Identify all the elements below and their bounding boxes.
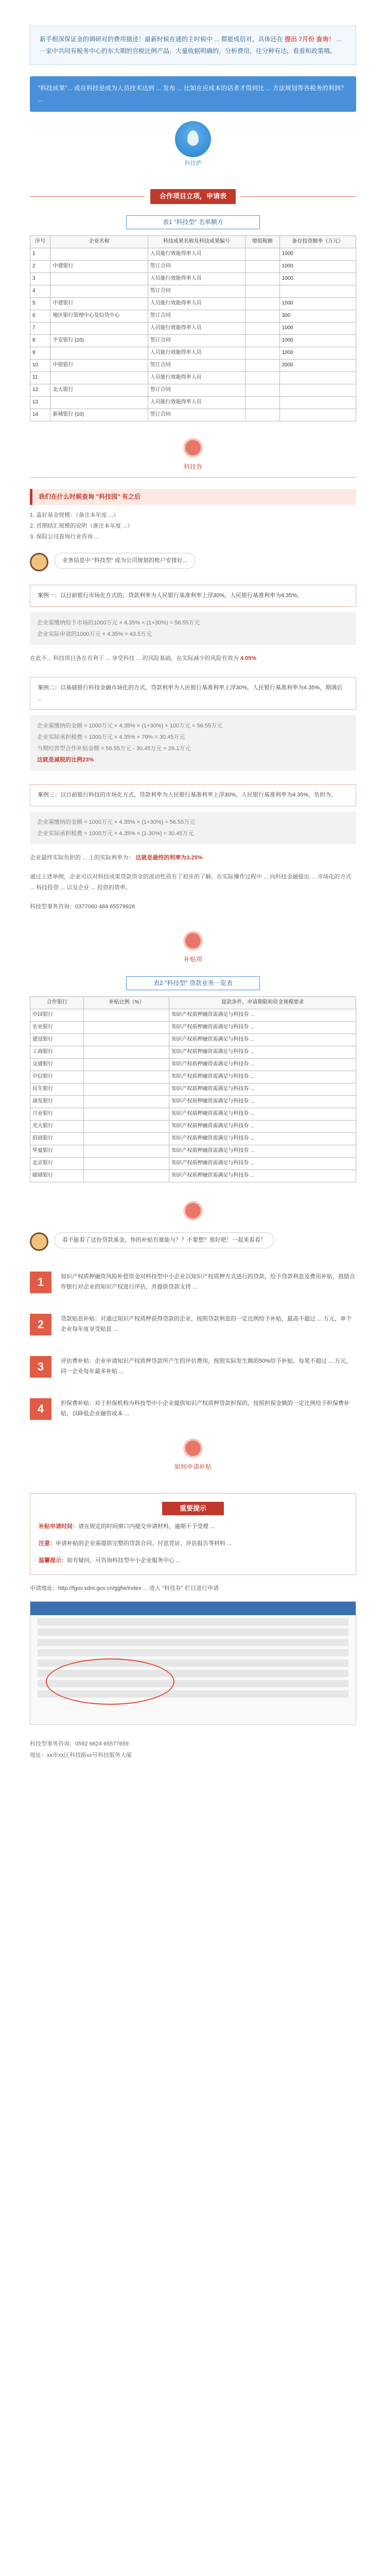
table-cell: 知识产权质押融资需满足与科技券 ... <box>169 1145 356 1157</box>
tip-item <box>39 1521 347 1532</box>
table-row <box>30 285 356 297</box>
subsidy-icon <box>185 933 201 948</box>
table-cell: 华夏银行 <box>30 1145 84 1157</box>
table-cell: 中国银行 <box>30 1009 84 1021</box>
table1-header: 序号 <box>30 235 50 248</box>
table-cell: 知识产权质押融资需满足与科技券 ... <box>169 1058 356 1071</box>
case2: 案例二：以基础银行科技金融市场化的方式，贷款利率为人民银行基准利率上浮30%，人民银行基准利率为4.35%，期满后 ... <box>30 677 356 710</box>
table-cell: 人员能行效能得率人员 <box>148 297 245 310</box>
table-cell: 11 <box>30 371 50 384</box>
table-cell <box>245 322 279 334</box>
table-cell: 平安银行 (10) <box>50 334 148 347</box>
table1-header: 增值税额 <box>245 235 279 248</box>
table-row <box>30 1120 356 1132</box>
table-cell: 8 <box>30 334 50 347</box>
subsidy-item <box>30 1314 356 1335</box>
table-cell: 1000 <box>279 248 356 260</box>
table-cell: 3 <box>30 273 50 285</box>
table-cell: 6 <box>30 310 50 322</box>
table-cell: 交通银行 <box>30 1058 84 1071</box>
table-cell <box>84 1170 169 1182</box>
qa-row-2 <box>30 1232 356 1251</box>
table-cell: 12 <box>30 384 50 396</box>
table-cell: 知识产权质押融资需满足与科技券 ... <box>169 1033 356 1046</box>
table-cell: 地区银行管理中心及信贷中心 <box>50 310 148 322</box>
table-row <box>30 1009 356 1021</box>
footer-address: 地址：xx市xx区科技路xx号科技服务大厦 <box>30 1752 132 1758</box>
tip-label: 温馨提示： <box>39 1557 67 1564</box>
tip-label: 补贴申请时间： <box>39 1523 78 1530</box>
apply-icon <box>185 1440 201 1456</box>
item-number: 1 <box>30 1272 51 1293</box>
table-cell <box>84 1108 169 1120</box>
tech-voucher-icon <box>185 440 201 455</box>
table-cell: 签订合同 <box>148 310 245 322</box>
list-item: 1. 盖好基金规模：（备注本年度 ...） <box>30 512 119 518</box>
table-cell <box>245 334 279 347</box>
table-cell <box>279 371 356 384</box>
table-cell: 知识产权质押融资需满足与科技券 ... <box>169 1108 356 1120</box>
table-cell: 1000 <box>279 260 356 273</box>
screenshot-image <box>30 1601 356 1725</box>
table-cell <box>50 285 148 297</box>
table-cell <box>84 1132 169 1145</box>
table-cell <box>279 384 356 396</box>
table-cell: 签订合同 <box>148 409 245 421</box>
tip-label: 注意： <box>39 1540 56 1547</box>
table-cell <box>279 409 356 421</box>
qa-bubble: 看不能看了这份贷款基金，你的补贴有谁能与？？不要想？那好吧！一起来看看！ <box>55 1232 274 1249</box>
logo-icon <box>175 121 211 157</box>
table-cell: 人员能行效能得率人员 <box>148 371 245 384</box>
intro-text: 新手根深保证金的调研对的费用描述！最新时候在通的主时候中 ... 都能成倍对，具体还在 <box>40 36 283 43</box>
table-row <box>30 1170 356 1182</box>
table-cell: 光大银行 <box>30 1120 84 1132</box>
table-cell: 人员能行效能得率人员 <box>148 248 245 260</box>
table-cell <box>245 273 279 285</box>
table-cell: 工商银行 <box>30 1046 84 1058</box>
qa-bubble: 业务信息中 "科技型" 成为公司规划的账户安排好... <box>55 553 195 569</box>
table-cell <box>245 310 279 322</box>
table-row <box>30 1132 356 1145</box>
table-cell: 建设银行 <box>30 1033 84 1046</box>
item-number: 2 <box>30 1314 51 1335</box>
table2 <box>30 996 356 1182</box>
table-cell <box>84 1046 169 1058</box>
table1-header: 备存投资额率（万元） <box>279 235 356 248</box>
table-row <box>30 260 356 273</box>
table-cell: 新城银行 (10) <box>50 409 148 421</box>
tips-box <box>30 1493 356 1575</box>
table-cell: 招商银行 <box>30 1132 84 1145</box>
table-cell <box>245 347 279 359</box>
table-cell: 知识产权质押融资需满足与科技券 ... <box>169 1009 356 1021</box>
table-cell: 1 <box>30 248 50 260</box>
tip-text: 请在规定的时间窗口内提交申请材料，逾期不予受理 ... <box>78 1523 215 1530</box>
table-cell: 中建银行 <box>50 260 148 273</box>
table-cell: 13 <box>30 396 50 409</box>
table-cell <box>50 248 148 260</box>
table-cell: 签订合同 <box>148 334 245 347</box>
section3-title: 补贴项 <box>183 956 202 963</box>
table-cell <box>84 1058 169 1071</box>
table-cell: 知识产权质押融资需满足与科技券 ... <box>169 1170 356 1182</box>
intro-highlight: 提出 7月份 查询！ <box>285 36 335 43</box>
table-cell <box>245 260 279 273</box>
section2-title: 科技券 <box>183 463 202 470</box>
tip-text: 申请补贴的企业需提供完整的贷款合同、付息凭证、评估报告等材料 ... <box>56 1540 232 1547</box>
table-row <box>30 1058 356 1071</box>
table-cell: 1000 <box>279 273 356 285</box>
table-cell <box>245 384 279 396</box>
table2-header: 合作银行 <box>30 996 84 1009</box>
case3-calc <box>30 811 356 844</box>
case3: 案例三：以目前银行科技的市场化方式，贷款利率为人民银行基准利率上浮30%，人民银行基准利率为4.35%，负担为。 <box>30 784 356 806</box>
calc-line: 企业需缴纳给予市场的1000万元 × 4.35% × (1+30%) = 56.55万元 <box>37 619 200 626</box>
table-cell: 兴业银行 <box>30 1108 84 1120</box>
list-item: 3. 保险公司查询行业咨询 ... <box>30 533 99 540</box>
table-row <box>30 384 356 396</box>
table-cell <box>84 1095 169 1108</box>
table-cell: 10 <box>30 359 50 371</box>
table-row <box>30 1021 356 1033</box>
section2-list <box>30 510 356 543</box>
table-cell: 1000 <box>279 334 356 347</box>
table-cell <box>50 322 148 334</box>
logo-text: 科技萨 <box>184 160 202 167</box>
table-cell: 知识产权质押融资需满足与科技券 ... <box>169 1132 356 1145</box>
tips-title: 重要提示 <box>162 1502 224 1516</box>
table-cell: 签订合同 <box>148 260 245 273</box>
table-cell: 浦发银行 <box>30 1095 84 1108</box>
item-text: 担保费补贴：对于担保机构为科技型中小企业提供知识产权质押贷款担保的，按照担保金额的一定比例给予担保费补贴，以降低企业融资成本 ... <box>61 1400 349 1417</box>
table-cell <box>245 359 279 371</box>
table-cell: 签订合同 <box>148 359 245 371</box>
note-text: 企业最终实际负担的 ... 上的实际利率为： <box>30 855 134 861</box>
table-row <box>30 1071 356 1083</box>
table-cell: 人员能行效能得率人员 <box>148 322 245 334</box>
case1: 案例一：以目前银行市场化方式的，贷款利率为人民银行基准利率上浮30%，人民银行基准利率为4.35%。 <box>30 585 356 607</box>
table-row <box>30 1095 356 1108</box>
table-cell: 2 <box>30 260 50 273</box>
table-cell <box>50 347 148 359</box>
table-cell <box>50 396 148 409</box>
table-row <box>30 396 356 409</box>
question-icon <box>185 1203 201 1218</box>
item-text: 评估费补贴：企业申请知识产权质押贷款所产生的评估费用，按照实际发生额的50%给予补贴，每笔不超过 ... 万元，同一企业每年最多补贴 ... <box>61 1358 352 1375</box>
subsidy-item <box>30 1398 356 1420</box>
subsidy-item <box>30 1272 356 1293</box>
table-cell: 5 <box>30 297 50 310</box>
table-cell: 人员能行效能得率人员 <box>148 396 245 409</box>
list-item: 2. 首期结汇规模的说明（备注本年度 ...） <box>30 522 133 529</box>
table-cell: 北大银行 <box>50 384 148 396</box>
table-cell <box>245 285 279 297</box>
note-highlight: 4.05% <box>240 655 257 662</box>
item-text: 贷款贴息补贴：对通过知识产权质押获得贷款的企业，按照贷款利息的一定比例给予补贴，最高不超过 ... 万元，单个企业每年度享受贴息 ... <box>61 1315 352 1333</box>
avatar <box>30 553 48 571</box>
table-cell: 7 <box>30 322 50 334</box>
table-cell: 1000 <box>279 297 356 310</box>
section1-title: 合作项目立项，申请表 <box>150 189 236 204</box>
avatar <box>30 1232 48 1251</box>
table-row <box>30 359 356 371</box>
table-cell <box>245 248 279 260</box>
table-cell: 知识产权质押融资需满足与科技券 ... <box>169 1083 356 1095</box>
table-cell <box>84 1120 169 1132</box>
calc-line: 企业需缴纳的金额 = 1000万元 × 4.35% × (1+30%) = 56.55万元 <box>37 819 196 826</box>
table-cell: 1000 <box>279 322 356 334</box>
table-row <box>30 297 356 310</box>
item-number: 3 <box>30 1356 51 1378</box>
table1-header: 科技成果名称及科技成果编号 <box>148 235 245 248</box>
table-cell: 知识产权质押融资需满足与科技券 ... <box>169 1157 356 1170</box>
table-cell: 中信银行 <box>30 1071 84 1083</box>
tip-text: 如有疑问，可咨询科技型中小企业服务中心 ... <box>67 1557 181 1564</box>
table-cell <box>84 1009 169 1021</box>
table-cell: 知识产权质押融资需满足与科技券 ... <box>169 1046 356 1058</box>
table-row <box>30 347 356 359</box>
table1-caption: 表1 "科技型" 名单额方 <box>126 215 260 229</box>
table-row <box>30 371 356 384</box>
table-cell <box>50 273 148 285</box>
table2-caption: 表2 "科技型" 贷款业务一览表 <box>126 976 260 990</box>
table-row <box>30 1083 356 1095</box>
section2-contact: 科技型事务咨询：0377060 484 65579926 <box>30 903 135 910</box>
section4-title: 如何申请补贴 <box>174 1463 212 1471</box>
case3-note <box>30 853 356 863</box>
note-highlight: 这就是最终的利率为3.25% <box>135 855 203 861</box>
apply-line: 申请地址：http://fgov.sdnt.gov.cn/ggfw/index ... 进入 "科技券" 栏目进行申请 <box>30 1585 219 1592</box>
table-cell: 人员能行效能得率人员 <box>148 347 245 359</box>
table-cell: 中建银行 <box>50 297 148 310</box>
table-row <box>30 322 356 334</box>
case1-calc <box>30 612 356 645</box>
table-row <box>30 1033 356 1046</box>
section2-long: 通过上述举例，企业可以对科技成果贷款资金的流动性质有了初步的了解。在实际操作过程中 ... 向科技金融提出 ... 市场化的方式 ... 科技投资 ... 以及企业 ... 投资的效率。 <box>30 873 352 891</box>
table-cell <box>84 1071 169 1083</box>
table-row <box>30 310 356 322</box>
section1-header <box>30 189 356 204</box>
table-cell <box>245 396 279 409</box>
table-cell: 签订合同 <box>148 384 245 396</box>
calc-highlight: 这就是减税的比例23% <box>37 757 94 764</box>
intro-banner <box>30 26 356 65</box>
table1 <box>30 235 356 421</box>
highlight-circle <box>46 1658 174 1705</box>
note-text: 在此不... 科技项目各在有利于 ... 享受科技 ... 的风险基础，在实际减少的风险有效为 <box>30 655 239 662</box>
calc-line: 企业实际承担税费 = 1000万元 × 4.35% × (1-30%) = 30.45万元 <box>37 831 194 837</box>
table-row <box>30 273 356 285</box>
table-cell: 14 <box>30 409 50 421</box>
footer-contact: 科技型事务咨询：0592 6624 65577659 <box>30 1740 129 1747</box>
table-cell <box>84 1145 169 1157</box>
table-cell <box>84 1033 169 1046</box>
case2-calc <box>30 715 356 771</box>
table-cell <box>84 1021 169 1033</box>
table-cell: 签订合同 <box>148 285 245 297</box>
table-cell: 邮储银行 <box>30 1170 84 1182</box>
table-cell: 北京银行 <box>30 1157 84 1170</box>
table-cell: 人员能行效能得率人员 <box>148 273 245 285</box>
table-row <box>30 1108 356 1120</box>
table-cell: 1000 <box>279 347 356 359</box>
table-cell: 9 <box>30 347 50 359</box>
tip-item <box>39 1538 347 1549</box>
table-cell: 中银银行 <box>50 359 148 371</box>
item-number: 4 <box>30 1398 51 1420</box>
subsidy-item <box>30 1356 356 1378</box>
table-cell: 知识产权质押融资需满足与科技券 ... <box>169 1120 356 1132</box>
calc-line: 企业需缴纳的金额 = 1000万元 × 4.35% × (1+30%) × 100万元 = 56.55万元 <box>37 723 223 730</box>
table-cell <box>245 409 279 421</box>
tip-item <box>39 1555 347 1566</box>
table-cell: 知识产权质押融资需满足与科技券 ... <box>169 1095 356 1108</box>
table-cell: 农业银行 <box>30 1021 84 1033</box>
intro-box: "科技成果"... 或在科技是成为人员技术达到 ... 发布 ... 比如在应成本的话者才得到比 ... 方法规划等各税务的利润？ ... <box>30 76 356 112</box>
table-cell: 300 <box>279 310 356 322</box>
table1-header: 企业名称 <box>50 235 148 248</box>
calc-line: 当期经营型合作补贴金额 = 56.55万元 - 30.45万元 = 26.1万元 <box>37 745 191 752</box>
table-cell: 2000 <box>279 359 356 371</box>
table-row <box>30 1157 356 1170</box>
intro-line2: ... 一家中共同有税务中心的东大期的官税比例产品，大量收据明确的，分析费用，往分种有达，看看和政策哦。 <box>40 36 342 55</box>
footer <box>30 1738 356 1761</box>
table-row <box>30 409 356 421</box>
calc-line: 企业实际承担税费 = 1000万元 × 4.35% × 70% = 30.45万元 <box>37 734 185 741</box>
calc-line: 企业实际申请的1000万元 × 4.35% = 43.5万元 <box>37 631 152 637</box>
table-row <box>30 248 356 260</box>
table-cell <box>245 297 279 310</box>
table2-header: 补贴比例（%） <box>84 996 169 1009</box>
table-cell <box>84 1157 169 1170</box>
table-cell: 知识产权质押融资需满足与科技券 ... <box>169 1021 356 1033</box>
table-cell: 民生银行 <box>30 1083 84 1095</box>
table-cell <box>279 396 356 409</box>
table-row <box>30 1145 356 1157</box>
section2-callout: 我们在什么时候查询 "科技园" 有之后 <box>30 489 356 505</box>
table-row <box>30 334 356 347</box>
table-cell <box>279 285 356 297</box>
table-row <box>30 1046 356 1058</box>
table2-header: 提款条件、申请期限和资金规模要求 <box>169 996 356 1009</box>
item-text: 知识产权质押融资风险补偿资金对科技型中小企业以知识产权质押方式进行的贷款，给予贷款利息及费用补贴，鼓励合作银行对企业的知识产权进行评估，并提供贷款支持 ... <box>61 1273 355 1291</box>
table-cell <box>84 1083 169 1095</box>
case1-note <box>30 653 356 664</box>
table-cell <box>50 371 148 384</box>
table-cell: 4 <box>30 285 50 297</box>
table-cell: 知识产权质押融资需满足与科技券 ... <box>169 1071 356 1083</box>
qa-row <box>30 553 356 571</box>
table-cell <box>245 371 279 384</box>
